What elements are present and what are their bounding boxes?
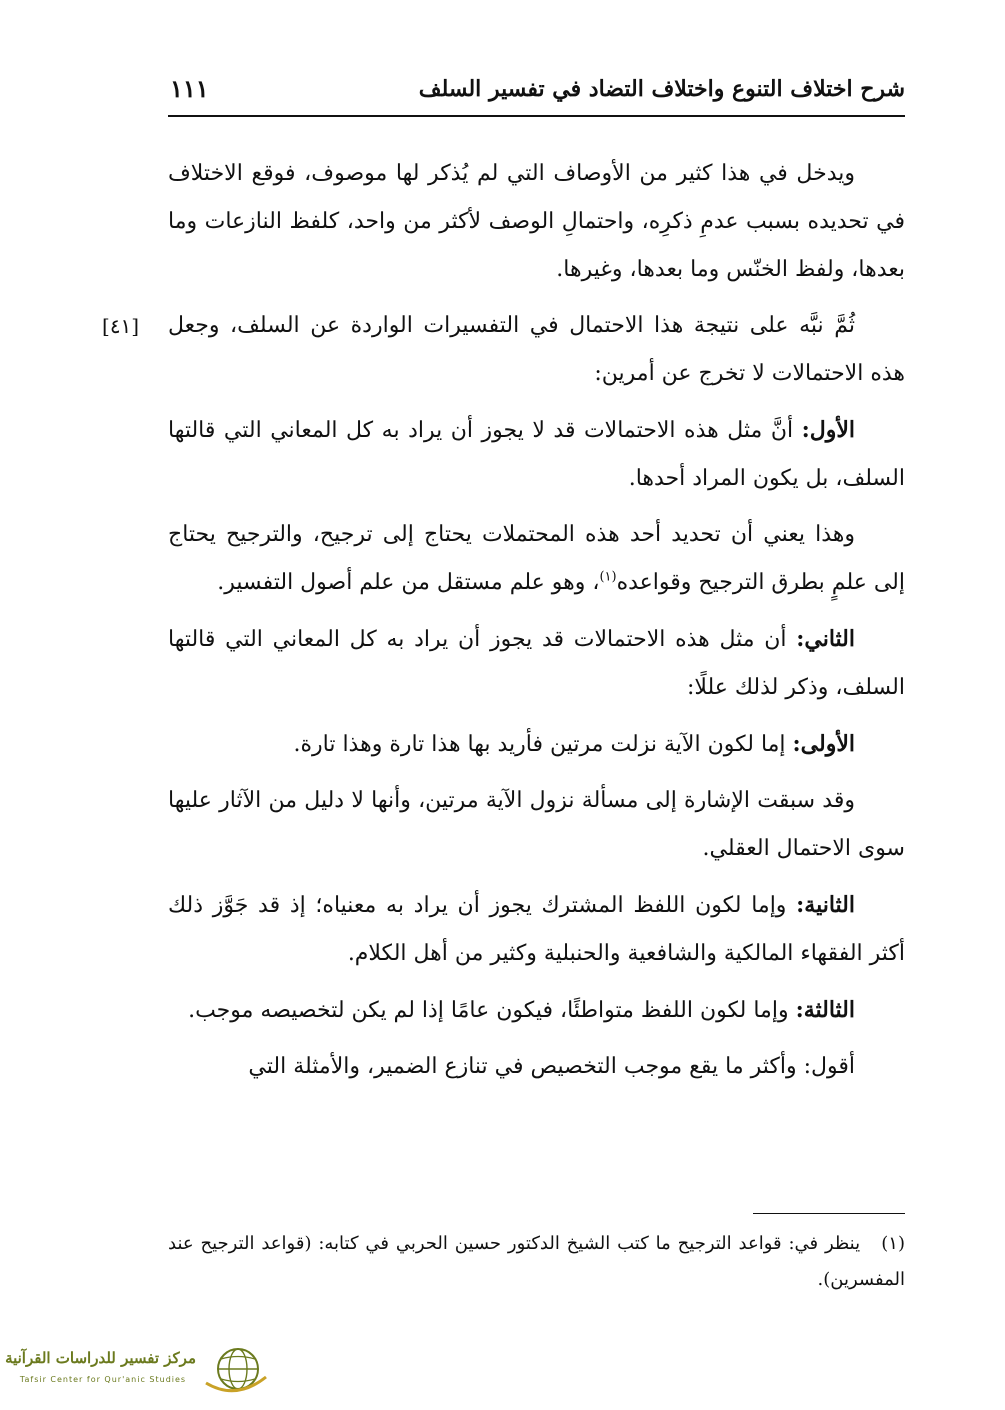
footnote-text: ينظر في: قواعد الترجيح ما كتب الشيخ الدكتور حسين الحربي في كتابه: (قواعد الترجيح عند المفسرين).	[168, 1233, 905, 1290]
logo-english-text: Tafsir Center for Qur'anic Studies	[19, 1375, 187, 1384]
logo-arabic-text: مركز تفسير للدراسات القرآنية	[5, 1349, 196, 1367]
paragraph	[168, 881, 905, 978]
footnote-divider	[753, 1213, 905, 1214]
paragraph	[168, 720, 905, 769]
paragraph	[168, 150, 905, 294]
paragraph-text: ، وهو علم مستقل من علم أصول التفسير.	[217, 570, 600, 595]
paragraph	[168, 777, 905, 873]
paragraph	[168, 1043, 905, 1091]
paragraph-text: أنَّ مثل هذه الاحتمالات قد لا يجوز أن يراد به كل المعاني التي قالتها السلف، بل يكون المراد أحدها.	[168, 418, 905, 491]
running-header	[168, 70, 905, 114]
paragraph-lead: الأول:	[801, 417, 855, 443]
paragraph	[168, 511, 905, 607]
paragraph-lead: الأولى:	[792, 731, 855, 757]
page-number: ١١١	[170, 74, 209, 103]
paragraph-text: وقد سبقت الإشارة إلى مسألة نزول الآية مرتين، وأنها لا دليل من الآثار عليها سوى الاحتمال العقلي.	[168, 788, 905, 861]
paragraph-text: ويدخل في هذا كثير من الأوصاف التي لم يُذكر لها موصوف، فوقع الاختلاف في تحديده بسبب عدمِ ذكرِه، واحتمالِ الوصف لأكثر من واحد، كلفظ النازعات وما بعدها، ولفظ الخنّس وما بعدها، وغيرها.	[168, 161, 905, 282]
paragraph-lead: الثانية:	[796, 892, 855, 918]
footnote-number: (١)	[881, 1233, 905, 1254]
globe-logo-icon	[202, 1343, 270, 1399]
paragraph-text: أقول: وأكثر ما يقع موجب التخصيص في تنازع الضمير، والأمثلة التي	[248, 1054, 855, 1079]
paragraph	[168, 615, 905, 712]
paragraph-text: وإما لكون اللفظ المشترك يجوز أن يراد به معنياه؛ إذ قد جَوَّز ذلك أكثر الفقهاء المالكية والشافعية والحنبلية وكثير من أهل الكلام.	[168, 893, 905, 966]
paragraph-text: أن مثل هذه الاحتمالات قد يجوز أن يراد به كل المعاني التي قالتها السلف، وذكر لذلك عللًا:	[168, 627, 905, 700]
paragraph-lead: الثاني:	[796, 626, 855, 652]
paragraph-text: إما لكون الآية نزلت مرتين فأريد بها هذا تارة وهذا تارة.	[293, 732, 786, 757]
paragraph-text: وهذا يعني أن تحديد أحد هذه المحتملات يحتاج إلى ترجيح، والترجيح يحتاج إلى علمٍ بطرق الترجيح وقواعده	[168, 522, 905, 595]
paragraph-text: وإما لكون اللفظ متواطئًا، فيكون عامًا إذا لم يكن لتخصيصه موجب.	[188, 998, 789, 1023]
paragraph	[102, 302, 905, 398]
header-divider	[168, 115, 905, 117]
section-marker: [٤١]	[102, 314, 140, 338]
footnote	[168, 1226, 905, 1298]
paragraph	[168, 986, 905, 1035]
paragraph	[168, 406, 905, 503]
footnote-reference[interactable]: (١)	[599, 569, 617, 585]
paragraph-lead: الثالثة:	[795, 997, 855, 1023]
main-text	[102, 150, 905, 1099]
publisher-logo	[6, 1343, 274, 1399]
footnotes	[168, 1226, 905, 1298]
header-title: شرح اختلاف التنوع واختلاف التضاد في تفسير السلف	[418, 76, 905, 102]
paragraph-text: ثُمَّ نبَّه على نتيجة هذا الاحتمال في التفسيرات الواردة عن السلف، وجعل هذه الاحتمالات لا تخرج عن أمرين:	[168, 313, 905, 386]
